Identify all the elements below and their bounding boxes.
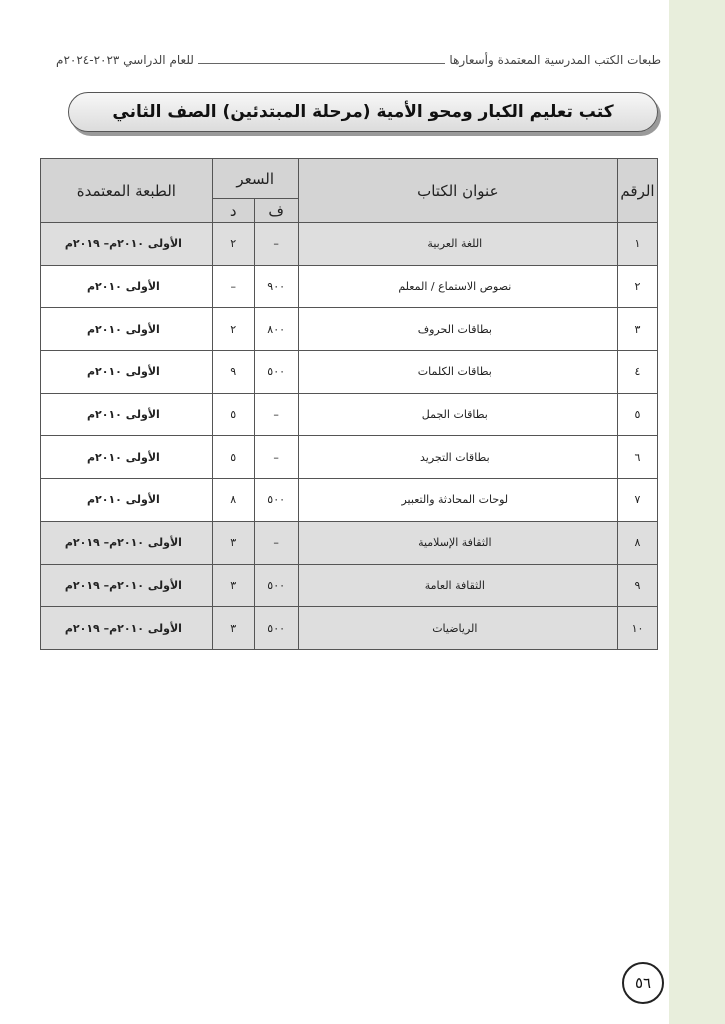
row-book-title: اللغة العربية (298, 223, 617, 266)
row-price-f: – (254, 393, 298, 436)
row-price-f: – (254, 223, 298, 266)
table-header-row (41, 159, 658, 199)
header-price: السعر (212, 159, 298, 199)
row-edition: الأولى ٢٠١٠م (41, 393, 213, 436)
row-number: ٩ (618, 564, 658, 607)
row-book-title: بطاقات الكلمات (298, 351, 617, 394)
row-price-d: – (212, 265, 254, 308)
row-price-d: ٥ (212, 436, 254, 479)
table-row (41, 393, 658, 436)
row-edition: الأولى ٢٠١٠م– ٢٠١٩م (41, 564, 213, 607)
table-row (41, 564, 658, 607)
row-price-d: ٣ (212, 564, 254, 607)
table-row (41, 607, 658, 650)
row-number: ٧ (618, 479, 658, 522)
row-number: ٣ (618, 308, 658, 351)
side-strip (669, 0, 725, 1024)
row-price-d: ٢ (212, 308, 254, 351)
row-price-f: ٥٠٠ (254, 564, 298, 607)
header-left-text: طبعات الكتب المدرسية المعتمدة وأسعارها (449, 53, 661, 67)
table-row (41, 223, 658, 266)
section-title-box (68, 92, 658, 132)
row-edition: الأولى ٢٠١٠م (41, 308, 213, 351)
header-rule (198, 63, 445, 64)
row-price-f: ٨٠٠ (254, 308, 298, 351)
page-number: ٥٦ (622, 962, 664, 1004)
row-number: ٢ (618, 265, 658, 308)
row-number: ١ (618, 223, 658, 266)
row-book-title: بطاقات الحروف (298, 308, 617, 351)
row-price-d: ٨ (212, 479, 254, 522)
row-book-title: بطاقات التجريد (298, 436, 617, 479)
table-row (41, 521, 658, 564)
row-edition: الأولى ٢٠١٠م– ٢٠١٩م (41, 521, 213, 564)
row-edition: الأولى ٢٠١٠م– ٢٠١٩م (41, 607, 213, 650)
header-title: عنوان الكتاب (298, 159, 617, 223)
row-price-f: ٥٠٠ (254, 607, 298, 650)
header-edition: الطبعة المعتمدة (41, 159, 213, 223)
row-edition: الأولى ٢٠١٠م– ٢٠١٩م (41, 223, 213, 266)
row-edition: الأولى ٢٠١٠م (41, 351, 213, 394)
row-number: ١٠ (618, 607, 658, 650)
table-row (41, 265, 658, 308)
row-book-title: نصوص الاستماع / المعلم (298, 265, 617, 308)
row-price-d: ٣ (212, 607, 254, 650)
row-number: ٦ (618, 436, 658, 479)
row-price-d: ٩ (212, 351, 254, 394)
row-price-f: ٥٠٠ (254, 479, 298, 522)
row-price-f: – (254, 436, 298, 479)
row-number: ٤ (618, 351, 658, 394)
table-row (41, 436, 658, 479)
row-price-d: ٣ (212, 521, 254, 564)
row-price-d: ٢ (212, 223, 254, 266)
row-edition: الأولى ٢٠١٠م (41, 436, 213, 479)
row-book-title: لوحات المحادثة والتعبير (298, 479, 617, 522)
row-price-f: – (254, 521, 298, 564)
table-row (41, 479, 658, 522)
row-edition: الأولى ٢٠١٠م (41, 479, 213, 522)
header-price-f: ف (254, 199, 298, 223)
row-number: ٨ (618, 521, 658, 564)
header-num: الرقم (618, 159, 658, 223)
row-book-title: بطاقات الجمل (298, 393, 617, 436)
header-right-text: للعام الدراسي ٢٠٢٣-٢٠٢٤م (56, 53, 194, 67)
row-price-d: ٥ (212, 393, 254, 436)
table-row (41, 351, 658, 394)
row-number: ٥ (618, 393, 658, 436)
running-header (56, 50, 661, 70)
row-price-f: ٥٠٠ (254, 351, 298, 394)
row-book-title: الثقافة العامة (298, 564, 617, 607)
row-book-title: الرياضيات (298, 607, 617, 650)
row-book-title: الثقافة الإسلامية (298, 521, 617, 564)
row-price-f: ٩٠٠ (254, 265, 298, 308)
header-price-d: د (212, 199, 254, 223)
table-row (41, 308, 658, 351)
books-table (40, 158, 658, 650)
section-title: كتب تعليم الكبار ومحو الأمية (مرحلة المبتدئين) الصف الثاني (112, 102, 614, 122)
row-edition: الأولى ٢٠١٠م (41, 265, 213, 308)
table-body (41, 223, 658, 650)
